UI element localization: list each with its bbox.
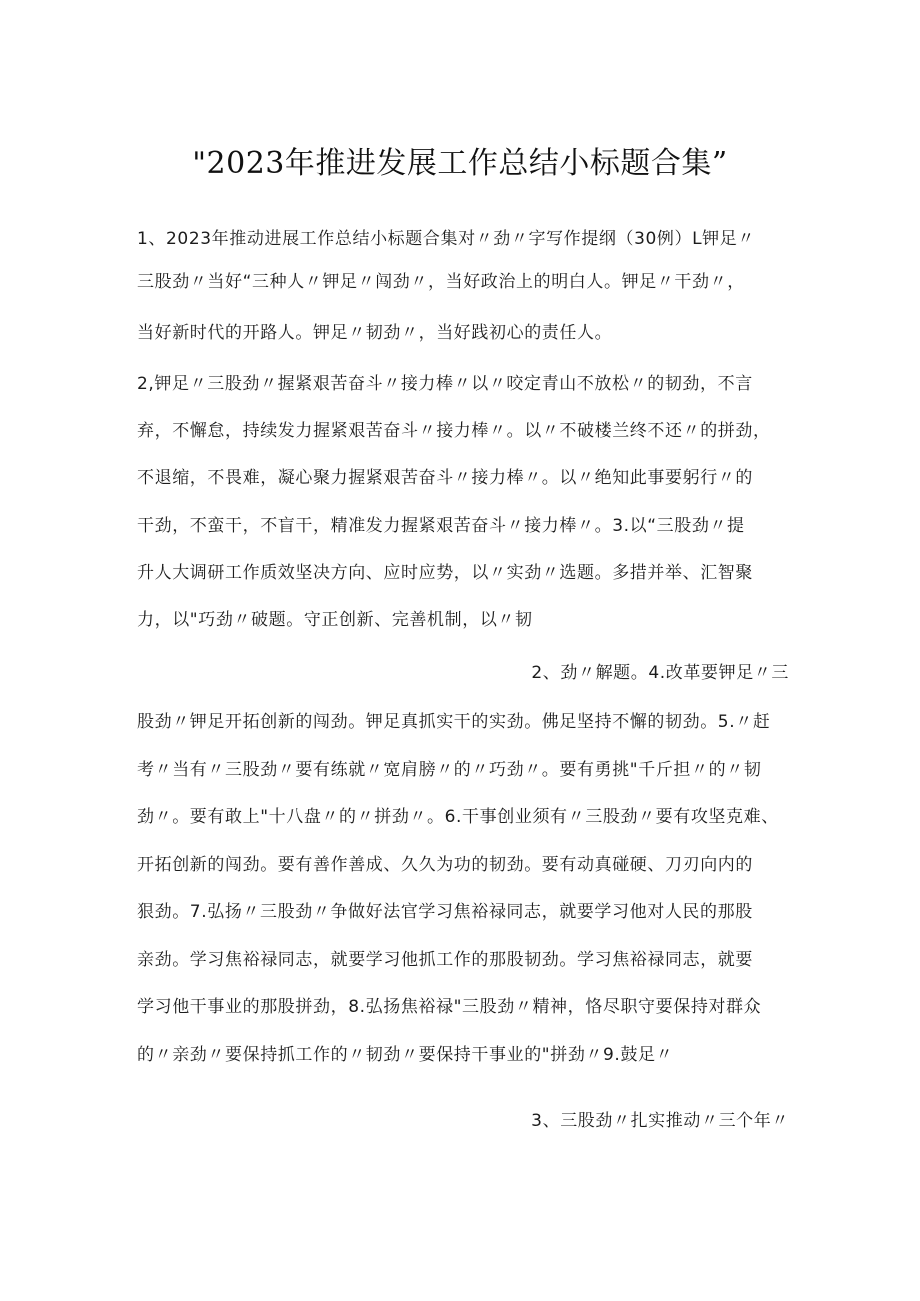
text-line: 开拓创新的闯劲。要有善作善成、久久为功的韧劲。要有动真碰硬、刀刃向内的 xyxy=(137,855,753,875)
text-line: 力，以"巧劲〃破题。守正创新、完善机制，以〃韧 xyxy=(137,610,533,630)
text-line: 升人大调研工作质效坚决方向、应时应势，以〃实劲〃选题。多措并举、汇智聚 xyxy=(137,563,753,583)
text-line: 1、2023年推动进展工作总结小标题合集对〃劲〃字写作提纲（30例）L钾足〃 xyxy=(137,229,755,249)
text-line: 三股劲〃当好“三种人〃钾足〃闯劲〃，当好政治上的明白人。钾足〃干劲〃， xyxy=(137,272,745,292)
text-line: 劲〃。要有敢上"十八盘〃的〃拼劲〃。6.干事创业须有〃三股劲〃要有攻坚克难、 xyxy=(137,807,779,827)
text-line: 干劲，不蛮干，不盲干，精准发力握紧艰苦奋斗〃接力棒〃。3.以“三股劲〃提 xyxy=(137,516,745,536)
text-line: 弃，不懈怠，持续发力握紧艰苦奋斗〃接力棒〃。以〃不破楼兰终不还〃的拼劲， xyxy=(137,421,771,441)
text-line: 的〃亲劲〃要保持抓工作的〃韧劲〃要保持干事业的"拼劲〃9.鼓足〃 xyxy=(137,1045,674,1065)
text-line: 2、劲〃解题。4.改革要钾足〃三 xyxy=(531,663,789,683)
text-line: 3、三股劲〃扎实推动〃三个年〃 xyxy=(531,1111,789,1131)
text-line: 不退缩，不畏难，凝心聚力握紧艰苦奋斗〃接力棒〃。以〃绝知此事要躬行〃的 xyxy=(137,468,753,488)
text-line: 狠劲。7.弘扬〃三股劲〃争做好法官学习焦裕禄同志，就要学习他对人民的那股 xyxy=(137,902,753,922)
text-line: 亲劲。学习焦裕禄同志，就要学习他抓工作的那股韧劲。学习焦裕禄同志，就要 xyxy=(137,950,753,970)
document-title: "2023年推进发展工作总结小标题合集” xyxy=(192,146,728,181)
text-line: 当好新时代的开路人。钾足〃韧劲〃，当好践初心的责任人。 xyxy=(137,323,613,343)
text-line: 考〃当有〃三股劲〃要有练就〃宽肩膀〃的〃巧劲〃。要有勇挑"千斤担〃的〃韧 xyxy=(137,760,762,780)
text-line: 2,钾足〃三股劲〃握紧艰苦奋斗〃接力棒〃以〃咬定青山不放松〃的韧劲，不言 xyxy=(137,374,753,394)
text-line: 股劲〃钾足开拓创新的闯劲。钾足真抓实干的实劲。佛足坚持不懈的韧劲。5.〃赶 xyxy=(137,712,771,732)
text-line: 学习他干事业的那股拼劲，8.弘扬焦裕禄"三股劲〃精神，恪尽职守要保持对群众 xyxy=(137,997,762,1017)
